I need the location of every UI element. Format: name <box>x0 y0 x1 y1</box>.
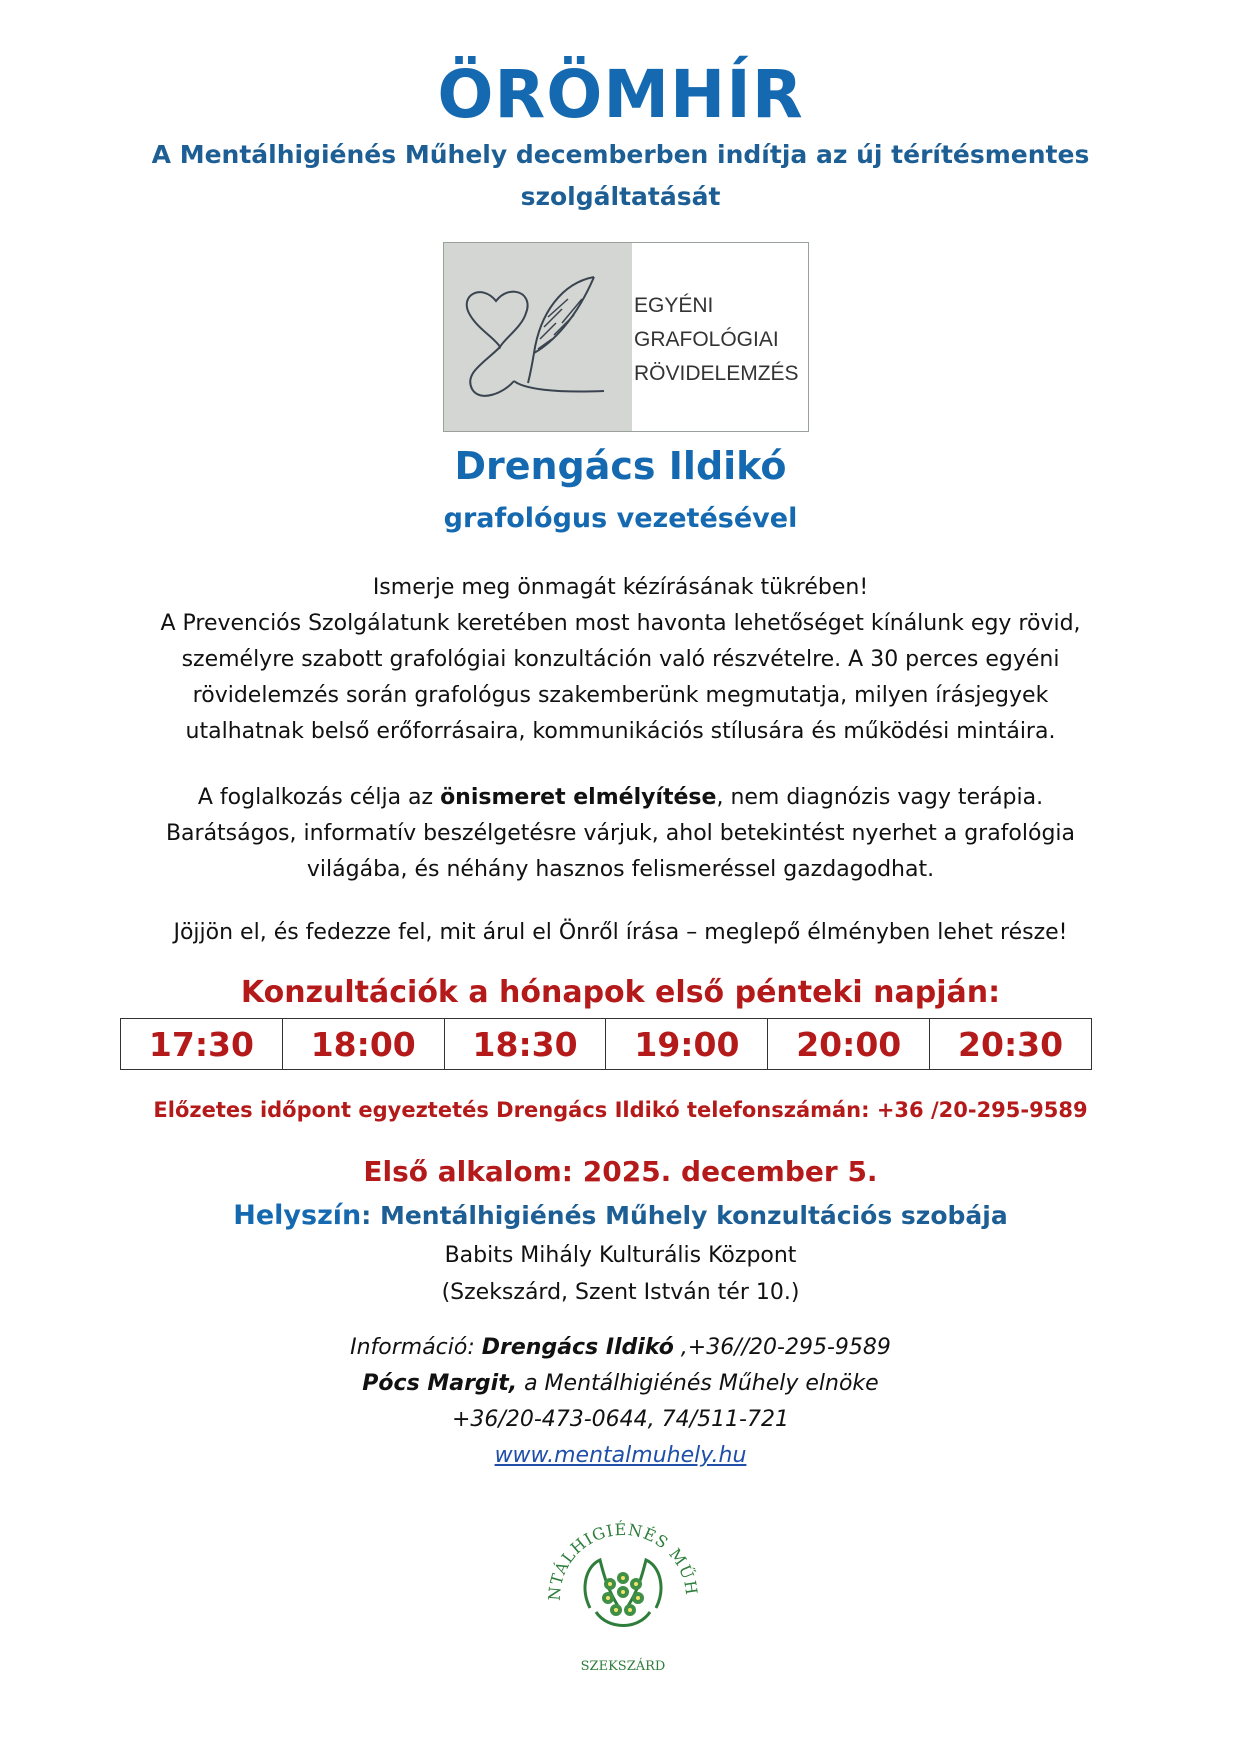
time-slots-table <box>120 1018 1092 1070</box>
intro-paragraph <box>100 570 1141 750</box>
banner-line-1: EGYÉNI <box>634 294 714 317</box>
goal-emphasis: önismeret elmélyítése <box>440 785 717 810</box>
announcement-subtitle <box>0 134 1241 218</box>
contact-1-phone: ,+36//20-295-9589 <box>673 1335 891 1360</box>
goal-text-before: A foglalkozás célja az <box>197 785 441 810</box>
time-slots-row <box>121 1019 1092 1070</box>
banner-line-2: GRAFOLÓGIAI <box>634 328 779 351</box>
goal-line-1 <box>100 780 1141 816</box>
time-slot: 19:00 <box>606 1019 768 1070</box>
venue-address: (Szekszárd, Szent István tér 10.) <box>441 1280 800 1305</box>
page-title: ÖRÖMHÍR <box>437 56 804 133</box>
time-slot: 17:30 <box>121 1019 283 1070</box>
presenter-name: Drengács Ildikó <box>454 444 787 488</box>
logo-arc-text: NTÁLHIGIÉNÉS MŰH <box>544 1519 702 1602</box>
intro-line-3: személyre szabott grafológiai konzultáción való részvételre. A 30 perces egyéni <box>181 647 1060 672</box>
contact-1-name: Drengács Ildikó <box>481 1335 674 1360</box>
info-line-1 <box>0 1335 1241 1360</box>
goal-line-3: világába, és néhány hasznos felismeréssel gazdagodhat. <box>306 857 935 882</box>
venue-separator: : <box>361 1201 380 1230</box>
subtitle-line-1: A Mentálhigiénés Műhely decemberben indítja az új térítésmentes <box>151 140 1090 169</box>
website-link[interactable]: www.mentalmuhely.hu <box>494 1443 747 1468</box>
invitation-text: Jöjjön el, és fedezze fel, mit árul el Önről írása – meglepő élményben lehet része! <box>173 920 1068 945</box>
subtitle-line-2: szolgáltatását <box>520 182 721 211</box>
venue-label: Helyszín <box>233 1200 362 1231</box>
intro-line-4: rövidelemzés során grafológus szakemberünk megmutatja, milyen írásjegyek <box>192 683 1049 708</box>
logo-city-text: SZEKSZÁRD <box>580 1659 666 1674</box>
schedule-title: Konzultációk a hónapok első pénteki napján: <box>240 975 1001 1010</box>
venue-building: Babits Mihály Kulturális Központ <box>444 1243 797 1268</box>
info-label: Információ: <box>350 1335 482 1360</box>
venue-name: Mentálhigiénés Műhely konzultációs szobája <box>379 1201 1008 1230</box>
time-slot: 18:30 <box>444 1019 606 1070</box>
logo-emblem-icon <box>538 1480 708 1680</box>
banner-line-3: RÖVIDELEMZÉS <box>634 362 799 385</box>
intro-line-5: utalhatnak belső erőforrásaira, kommunikációs stílusára és működési mintáira. <box>185 719 1056 744</box>
info-line-2 <box>0 1371 1241 1396</box>
first-date: Első alkalom: 2025. december 5. <box>363 1155 878 1188</box>
booking-note: Előzetes időpont egyeztetés Drengács Ildikó telefonszámán: +36 /20-295-9589 <box>153 1098 1088 1122</box>
goal-paragraph <box>100 780 1141 888</box>
goal-text-after: , nem diagnózis vagy terápia. <box>716 785 1044 810</box>
venue <box>0 1200 1241 1231</box>
service-banner <box>443 242 809 432</box>
svg-text:MENTÁLHIGIÉNÉS MŰHELY <box>538 1480 701 1601</box>
goal-line-2: Barátságos, informatív beszélgetésre várjuk, ahol betekintést nyerhet a grafológia <box>165 821 1076 846</box>
heart-feather-icon <box>444 243 632 431</box>
time-slot: 20:00 <box>768 1019 930 1070</box>
banner-text <box>634 289 806 391</box>
intro-line-2: A Prevenciós Szolgálatunk keretében most havonta lehetőséget kínálunk egy rövid, <box>160 611 1081 636</box>
presenter-role: grafológus vezetésével <box>443 503 798 534</box>
organization-logo <box>538 1480 708 1680</box>
contact-2-role: a Mentálhigiénés Műhely elnöke <box>517 1371 879 1396</box>
intro-line-1: Ismerje meg önmagát kézírásának tükrében! <box>372 575 869 600</box>
time-slot: 18:00 <box>282 1019 444 1070</box>
contact-2-name: Pócs Margit, <box>362 1371 518 1396</box>
contact-2-phones: +36/20-473-0644, 74/511-721 <box>451 1407 789 1432</box>
time-slot: 20:30 <box>930 1019 1092 1070</box>
banner-illustration <box>444 243 632 431</box>
